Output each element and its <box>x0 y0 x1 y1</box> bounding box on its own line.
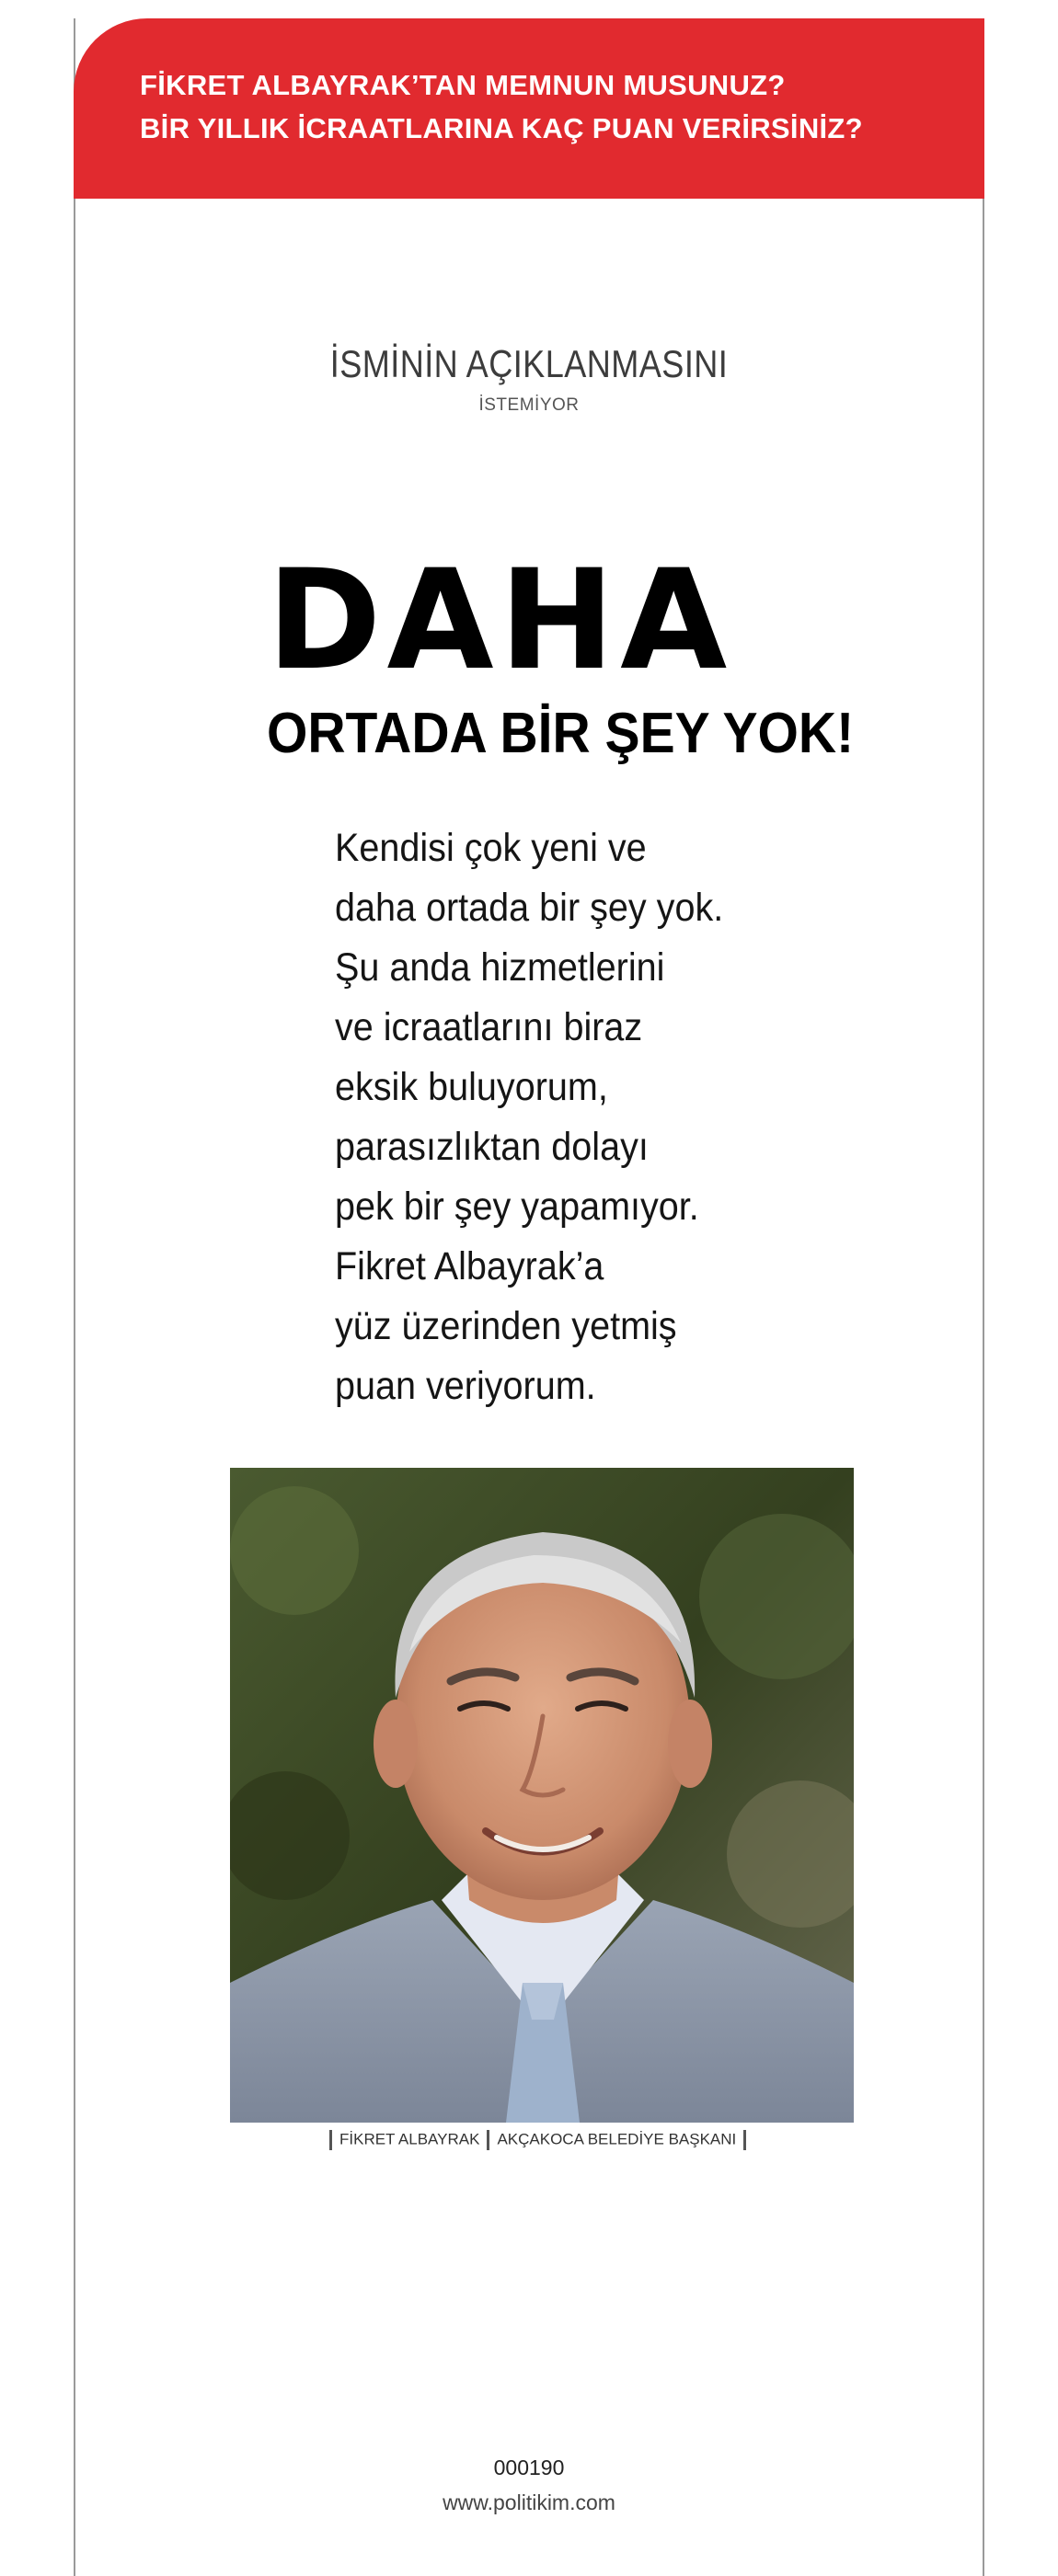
quote-line: Kendisi çok yeni ve <box>335 826 647 870</box>
footer-url[interactable]: www.politikim.com <box>443 2490 615 2514</box>
quote-line: ve icraatlarını biraz <box>335 1005 643 1049</box>
headline-main: DAHA <box>267 541 733 701</box>
footer-code: 000190 <box>493 2456 565 2479</box>
portrait-photo <box>230 1468 854 2123</box>
photo-caption <box>322 2130 753 2150</box>
quote-text <box>335 819 850 1416</box>
quote-line: yüz üzerinden yetmiş <box>335 1304 677 1348</box>
banner-question-line-1: FİKRET ALBAYRAK’TAN MEMNUN MUSUNUZ? <box>140 69 786 101</box>
question-banner <box>74 18 984 199</box>
quote-line: puan veriyorum. <box>335 1364 596 1408</box>
caption-divider <box>329 2130 332 2150</box>
caption-title: AKÇAKOCA BELEDİYE BAŞKANI <box>497 2130 737 2148</box>
quote-line: Fikret Albayrak’a <box>335 1244 604 1288</box>
respondent-subtitle: İSTEMİYOR <box>478 395 580 415</box>
headline-sub: ORTADA BİR ŞEY YOK! <box>267 702 855 765</box>
quote-line: eksik buluyorum, <box>335 1065 608 1109</box>
caption-name: FİKRET ALBAYRAK <box>339 2130 480 2148</box>
quote-line: pek bir şey yapamıyor. <box>335 1185 699 1229</box>
quote-line: parasızlıktan dolayı <box>335 1125 649 1169</box>
caption-divider <box>487 2130 489 2150</box>
banner-question-line-2: BİR YILLIK İCRAATLARINA KAÇ PUAN VERİRSİNİZ? <box>140 112 863 144</box>
quote-line: Şu anda hizmetlerini <box>335 945 665 990</box>
quote-line: daha ortada bir şey yok. <box>335 886 724 930</box>
respondent-name: İSMİNİN AÇIKLANMASINI <box>329 342 729 385</box>
caption-divider <box>743 2130 746 2150</box>
